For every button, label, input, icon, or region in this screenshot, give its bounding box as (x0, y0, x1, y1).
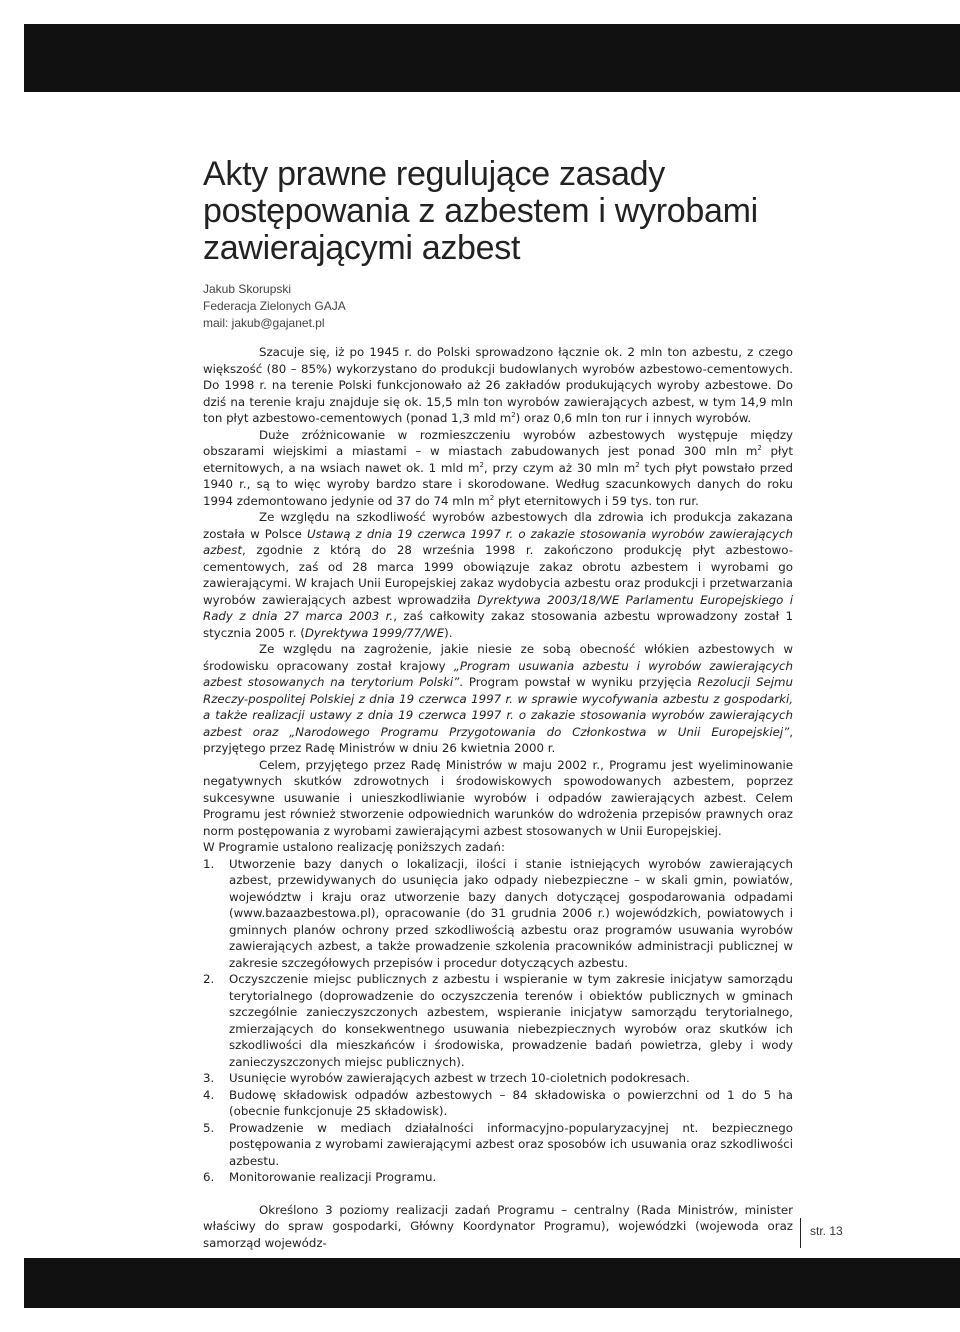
legal-reference: Ustawą z dnia 19 czerwca 1997 r. o zakazie stosowania wyrobów zawierających azbest (203, 526, 793, 557)
page-number: str. 13 (810, 1224, 843, 1238)
paragraph: Ze względu na szkodliwość wyrobów azbestowych dla zdrowia ich produkcja zakazana została w Polsce Ustawą z dnia 19 czerwca 1997 r. o zakazie stosowania wyrobów zawierających azbest, zgodnie z którą do 28 września 1998 r. zakończono produkcję płyt azbestowo-cementowych, zaś od 28 marca 1999 obowiązuje zakaz obrotu azbestem i wyrobami go zawierającymi. W krajach Unii Europejskiej zakaz wydobycia azbestu oraz produkcji i przetwarzania wyrobów zawierających azbest wprowadziła Dyrektywa 2003/18/WE Parlamentu Europejskiego i Rady z dnia 27 marca 2003 r., zaś całkowity zakaz stosowania azbestu wprowadzony został 1 stycznia 2005 r. (Dyrektywa 1999/77/WE). (203, 510, 794, 640)
list-item: 6. Monitorowanie realizacji Programu. (203, 1170, 437, 1184)
paragraph: Szacuje się, iż po 1945 r. do Polski sprowadzono łącznie ok. 2 mln ton azbestu, z czego większość (80 – 85%) wykorzystano do produkcji budowlanych wyrobów azbestowo-cementowych. Do 1998 r. na terenie Polski funkcjonowało aż 26 zakładów produkujących wyroby azbestowe. Do dziś na terenie kraju znajduje się ok. 15,5 mln ton wyrobów zawierających azbest, w tym 14,9 mln ton płyt azbestowo-cementowych (ponad 1,3 mld $m^2$) oraz 0,6 mln ton rur i innych wyrobów. (203, 345, 793, 425)
title-line: Akty prawne regulujące zasady (203, 155, 665, 193)
top-black-bar (24, 24, 960, 92)
author-organization: Federacja Zielonych GAJA (203, 299, 346, 313)
legal-reference: Dyrektywa 1999/77/WE (304, 625, 445, 640)
article-body (203, 344, 793, 1251)
title-line: postępowania z azbestem i wyrobami (203, 192, 758, 230)
paragraph: W Programie ustalono realizację poniższych zadań: (203, 840, 505, 854)
list-item: 1. Utworzenie bazy danych o lokalizacji, ilości i stanie istniejących wyrobów zawierających azbest, przewidywanych do usunięcia jako odpady niebezpieczne – w skali gmin, powiatów, województw i kraju oraz utworzenie bazy danych dotyczącej gospodarowania odpadami (www.bazaazbestowa.pl), opracowanie (do 31 grudnia 2006 r.) wojewódzkich, powiatowych i gminnych planów ochrony przed szkodliwością azbestu oraz programów usuwania wyrobów zawierających azbest, a także prowadzenie szkolenia pracowników administracji publicznej w zakresie szczegółowych przepisów i procedur dotyczących azbestu. (203, 856, 793, 970)
legal-reference: Dyrektywa 2003/18/WE Parlamentu Europejskiego i Rady z dnia 27 marca 2003 r. (203, 592, 794, 623)
paragraph: Celem, przyjętego przez Radę Ministrów w maju 2002 r., Programu jest wyeliminowanie negatywnych skutków zdrowotnych i środowiskowych spowodowanych azbestem, poprzez sukcesywne usuwanie i unieszkodliwianie wyrobów i odpadów zawierających azbest. Celem Programu jest również stworzenie odpowiednich warunków do wdrożenia przepisów prawnych oraz norm postępowania z wyrobami zawierającymi azbest stosowanych w Unii Europejskiej. (203, 757, 793, 838)
legal-reference: „Program usuwania azbestu i wyrobów zawierających azbest stosowanych na terytorium Polski” (203, 658, 793, 689)
paragraph: Ze względu na zagrożenie, jakie niesie ze sobą obecność włókien azbestowych w środowisku opracowany został krajowy „Program usuwania azbestu i wyrobów zawierających azbest stosowanych na terytorium Polski”. Program powstał w wyniku przyjęcia Rezolucji Sejmu Rzeczy-pospolitej Polskiej z dnia 19 czerwca 1997 r. w sprawie wycofywania azbestu z gospodarki, a także realizacji ustawy z dnia 19 czerwca 1997 r. o zakazie stosowania wyrobów zawierających azbest oraz „Narodowego Programu Przygotowania do Członkostwa w Unii Europejskiej”, przyjętego przez Radę Ministrów w dniu 26 kwietnia 2000 r. (203, 642, 793, 755)
author-block (203, 281, 346, 332)
paragraph: Duże zróżnicowanie w rozmieszczeniu wyrobów azbestowych występuje między obszarami wiejskimi a miastami – w miastach zabudowanych jest ponad 300 mln $m^2$ płyt eternitowych, a na wsiach nawet ok. 1 mld $m^2$, przy czym aż 30 mln $m^2$ tych płyt powstało przed 1940 r., są to więc wyroby bardzo stare i skorodowane. Według szacunkowych danych do roku 1994 zdemontowano jedynie od 37 do 74 mln $m^2$ płyt eternitowych i 59 tys. ton rur. (203, 427, 793, 508)
author-email: mail: jakub@gajanet.pl (203, 316, 325, 330)
legal-reference: Rezolucji Sejmu Rzeczy-pospolitej Polskiej z dnia 19 czerwca 1997 r. w sprawie wycofywania azbestu z gospodarki, a także realizacji ustawy z dnia 19 czerwca 1997 r. o zakazie stosowania wyrobów zawierających azbest oraz „Narodowego Programu Przygotowania do Członkostwa w Unii Europejskiej” (203, 675, 793, 739)
article-title (203, 156, 803, 267)
list-item: 4. Budowę składowisk odpadów azbestowych – 84 składowiska o powierzchni od 1 do 5 ha (obecnie funkcjonuje 25 składowisk). (203, 1087, 793, 1118)
list-item: 3. Usunięcie wyrobów zawierających azbest w trzech 10-cioletnich podokresach. (203, 1071, 690, 1085)
bottom-black-bar (24, 1258, 960, 1308)
author-name: Jakub Skorupski (203, 282, 292, 296)
list-item: 2. Oczyszczenie miejsc publicznych z azbestu i wspieranie w tym zakresie inicjatyw samorządu terytorialnego (doprowadzenie do oczyszczenia terenów i obiektów publicznych w gminach szczególnie zanieczyszczonych azbestem, wspieranie inicjatyw samorządu terytorialnego, zmierzających do konsekwentnego usuwania niebezpiecznych wyrobów oraz skutków ich szkodliwości dla mieszkańców i środowiska, prowadzenie badań powietrza, gleby i wody zanieczyszczonych miejsc publicznych). (203, 972, 793, 1069)
title-line: zawierającymi azbest (203, 229, 521, 267)
page-number-divider (800, 1218, 801, 1248)
task-list (203, 856, 793, 1186)
list-item: 5. Prowadzenie w mediach działalności informacyjno-popularyzacyjnej nt. bezpiecznego postępowania z wyrobami zawierającymi azbest oraz sposobów ich usuwania oraz szkodliwości azbestu. (203, 1120, 793, 1168)
paragraph: Określono 3 poziomy realizacji zadań Programu – centralny (Rada Ministrów, minister właściwy do spraw gospodarki, Główny Koordynator Programu), wojewódzki (wojewoda oraz samorząd wojewódz- (203, 1202, 793, 1250)
